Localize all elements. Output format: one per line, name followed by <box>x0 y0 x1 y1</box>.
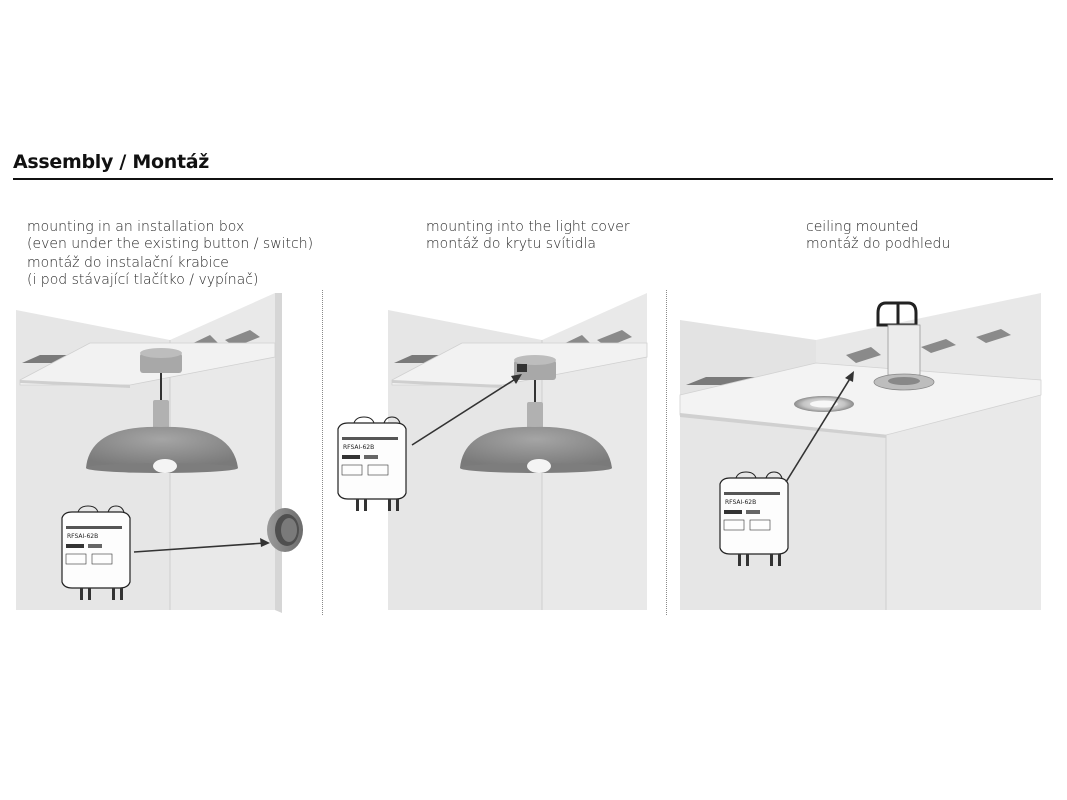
svg-text:RFSAI-62B: RFSAI-62B <box>343 444 375 451</box>
caption-en-line-1: mounting in an installation box <box>27 219 245 235</box>
svg-text:RFSAI-62B: RFSAI-62B <box>67 533 99 540</box>
panel-separator <box>666 290 667 615</box>
section-title: Assembly / Montáž <box>13 151 210 173</box>
caption-cz-line-1: montáž do instalační krabice <box>27 255 229 271</box>
caption-ceiling <box>806 219 950 253</box>
caption-en: mounting into the light cover <box>426 219 630 235</box>
caption-installation-box <box>27 219 313 289</box>
installation-box <box>267 508 303 552</box>
illustration-ceiling <box>676 285 1056 620</box>
caption-en: ceiling mounted <box>806 219 919 235</box>
caption-cz-line-2: (i pod stávající tlačítko / vypínač) <box>27 272 259 288</box>
caption-light-cover <box>426 219 630 253</box>
illustration-light-cover <box>332 285 652 620</box>
panel-separator <box>322 290 323 615</box>
module-rfsai <box>62 506 130 600</box>
illustration-installation-box <box>10 285 310 620</box>
svg-text:RFSAI-62B: RFSAI-62B <box>725 499 757 506</box>
module-rfsai <box>338 417 406 511</box>
caption-cz: montáž do krytu svítidla <box>426 236 597 252</box>
module-rfsai <box>720 472 788 566</box>
title-underline <box>13 178 1053 180</box>
caption-en-line-2: (even under the existing button / switch) <box>27 236 314 252</box>
caption-cz: montáž do podhledu <box>806 236 951 252</box>
